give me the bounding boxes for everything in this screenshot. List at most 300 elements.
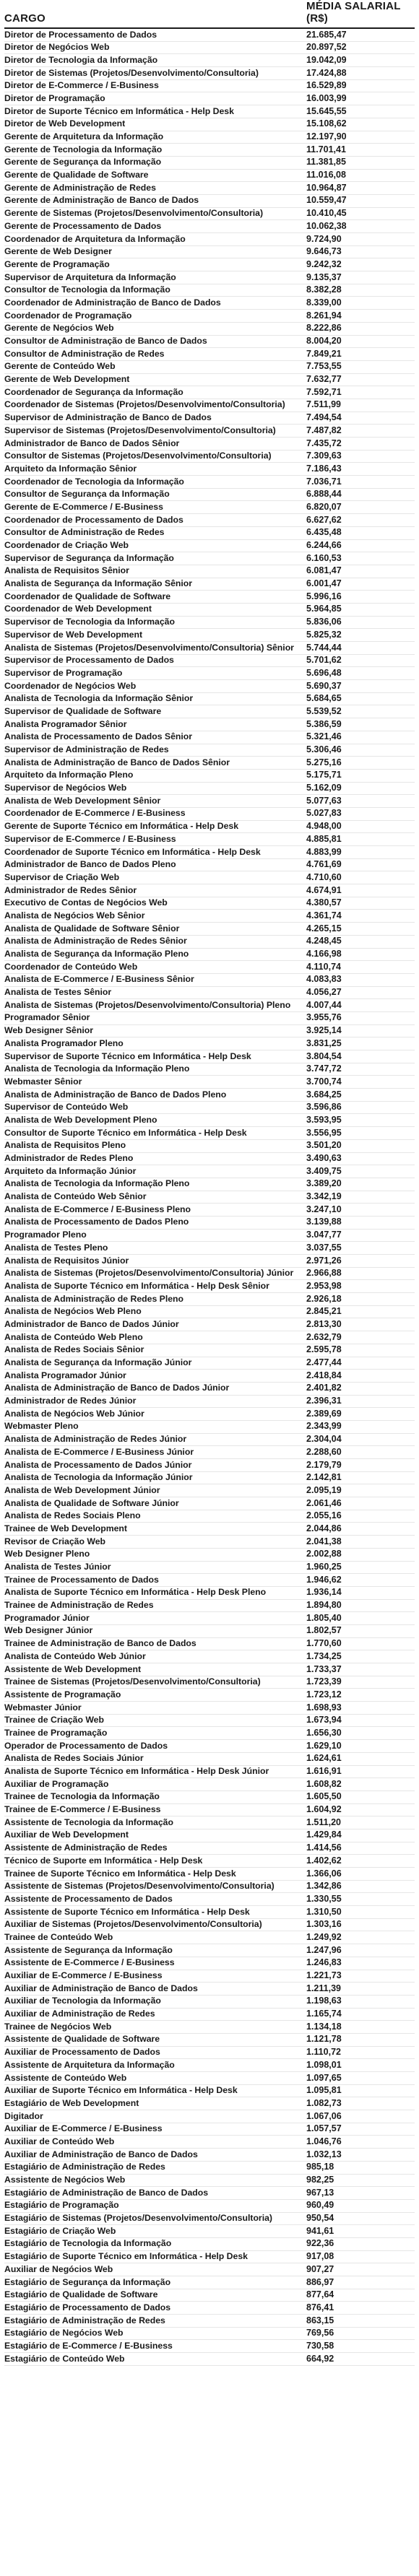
salario-cell: 1.629,10: [306, 1740, 342, 1751]
salario-cell: 1.402,62: [306, 1855, 342, 1866]
salario-cell: 1.134,18: [306, 2021, 342, 2032]
table-row: [4, 1280, 415, 1293]
table-row: [4, 2175, 415, 2188]
cargo-cell: Operador de Processamento de Dados: [4, 1740, 168, 1751]
table-row: [4, 1050, 415, 1063]
table-row: [4, 54, 415, 67]
cargo-cell: Analista de Processamento de Dados Pleno: [4, 1217, 189, 1227]
table-row: [4, 2238, 415, 2251]
cargo-cell: Supervisor de Qualidade de Software: [4, 705, 162, 716]
salario-cell: 5.696,48: [306, 667, 342, 678]
table-row: [4, 195, 415, 208]
cargo-cell: Gerente de Segurança da Informação: [4, 157, 162, 167]
table-row: [4, 642, 415, 655]
cargo-cell: Gerente de Sistemas (Projetos/Desenvolvimento/Consultoria): [4, 208, 264, 219]
salario-cell: 9.646,73: [306, 246, 342, 257]
salario-cell: 1.098,01: [306, 2059, 342, 2070]
cargo-cell: Estagiário de Segurança da Informação: [4, 2276, 171, 2287]
salario-cell: 7.849,21: [306, 348, 342, 359]
cargo-cell: Trainee de Processamento de Dados: [4, 1574, 159, 1585]
cargo-cell: Trainee de Criação Web: [4, 1715, 104, 1726]
salario-cell: 9.135,37: [306, 271, 342, 282]
salario-cell: 3.684,25: [306, 1089, 342, 1100]
table-row: [4, 1983, 415, 1996]
table-row: [4, 1421, 415, 1434]
cargo-cell: Assistente de Administração de Redes: [4, 1842, 168, 1853]
table-row: [4, 629, 415, 642]
table-row: [4, 744, 415, 757]
salario-cell: 2.061,46: [306, 1497, 342, 1508]
salario-cell: 5.836,06: [306, 617, 342, 627]
cargo-cell: Diretor de Tecnologia da Informação: [4, 54, 158, 65]
cargo-cell: Analista de Administração de Banco de Dados Sênior: [4, 757, 230, 767]
cargo-cell: Auxiliar de Web Development: [4, 1829, 129, 1840]
salario-cell: 12.197,90: [306, 131, 347, 142]
salario-cell: 1.960,25: [306, 1562, 342, 1572]
salario-cell: 5.825,32: [306, 629, 342, 640]
cargo-cell: Gerente de Tecnologia da Informação: [4, 144, 163, 155]
cargo-cell: Diretor de Processamento de Dados: [4, 29, 157, 40]
salario-cell: 5.175,71: [306, 770, 342, 780]
table-row: [4, 2315, 415, 2328]
salario-cell: 1.734,25: [306, 1650, 342, 1661]
salario-cell: 967,13: [306, 2187, 334, 2198]
salario-cell: 7.632,77: [306, 374, 342, 385]
table-row: [4, 808, 415, 821]
cargo-cell: Analista de Web Development Pleno: [4, 1114, 157, 1125]
table-row: [4, 246, 415, 259]
cargo-cell: Assistente de Conteúdo Web: [4, 2072, 127, 2083]
table-row: [4, 92, 415, 105]
salario-cell: 8.339,00: [306, 297, 342, 308]
table-row: [4, 1625, 415, 1638]
table-row: [4, 412, 415, 425]
salario-cell: 1.046,76: [306, 2136, 342, 2146]
table-row: [4, 2059, 415, 2072]
cargo-cell: Supervisor de Arquitetura da Informação: [4, 271, 176, 282]
cargo-cell: Assistente de E-Commerce / E-Business: [4, 1957, 175, 1968]
cargo-cell: Programador Sênior: [4, 1012, 90, 1023]
table-row: [4, 2200, 415, 2213]
salario-cell: 1.246,83: [306, 1957, 342, 1968]
salario-cell: 1.616,91: [306, 1766, 342, 1776]
salario-cell: 3.247,10: [306, 1204, 342, 1214]
salario-cell: 17.424,88: [306, 67, 347, 78]
salario-cell: 5.684,65: [306, 693, 342, 704]
table-row: [4, 718, 415, 731]
cargo-cell: Trainee de Sistemas (Projetos/Desenvolvimento/Consultoria): [4, 1676, 261, 1687]
table-row: [4, 2251, 415, 2264]
salario-cell: 2.953,98: [306, 1280, 342, 1291]
table-row: [4, 1242, 415, 1255]
cargo-cell: Gerente de E-Commerce / E-Business: [4, 501, 163, 512]
cargo-cell: Assistente de Programação: [4, 1689, 121, 1700]
salario-cell: 3.389,20: [306, 1178, 342, 1189]
salario-cell: 8.261,94: [306, 310, 342, 321]
table-row: [4, 310, 415, 323]
table-row: [4, 1089, 415, 1102]
cargo-cell: Estagiário de Qualidade de Software: [4, 2289, 158, 2300]
salario-cell: 3.596,86: [306, 1102, 342, 1113]
salario-cell: 2.966,88: [306, 1268, 342, 1279]
cargo-cell: Analista de Segurança da Informação Pleno: [4, 949, 189, 959]
table-row: [4, 1931, 415, 1944]
cargo-cell: Analista de Administração de Redes Pleno: [4, 1293, 184, 1304]
cargo-cell: Coordenador de Web Development: [4, 604, 152, 614]
table-row: [4, 1957, 415, 1970]
salario-cell: 7.753,55: [306, 361, 342, 372]
cargo-cell: Revisor de Criação Web: [4, 1536, 106, 1546]
salario-cell: 4.248,45: [306, 936, 342, 947]
table-row: [4, 757, 415, 770]
cargo-cell: Analista de Tecnologia da Informação Pleno: [4, 1178, 190, 1189]
salario-cell: 2.044,86: [306, 1523, 342, 1533]
salario-cell: 5.027,83: [306, 808, 342, 819]
salario-cell: 1.936,14: [306, 1587, 342, 1598]
cargo-cell: Trainee de Administração de Redes: [4, 1600, 154, 1611]
table-row: [4, 795, 415, 808]
cargo-cell: Arquiteto da Informação Sênior: [4, 463, 137, 474]
cargo-cell: Auxiliar de E-Commerce / E-Business: [4, 1970, 163, 1980]
salario-cell: 7.511,99: [306, 399, 341, 410]
cargo-cell: Auxiliar de Administração de Banco de Dados: [4, 1983, 198, 1993]
cargo-cell: Webmaster Pleno: [4, 1421, 79, 1432]
cargo-cell: Supervisor de Tecnologia da Informação: [4, 617, 175, 627]
table-row: [4, 271, 415, 284]
table-row: [4, 1804, 415, 1817]
cargo-cell: Analista de Administração de Banco de Dados Pleno: [4, 1089, 227, 1100]
cargo-cell: Analista de Redes Sociais Pleno: [4, 1510, 141, 1521]
salario-cell: 15.108,62: [306, 118, 347, 129]
table-row: [4, 297, 415, 310]
cargo-cell: Assistente de Web Development: [4, 1663, 142, 1674]
salario-cell: 5.162,09: [306, 783, 342, 793]
table-row: [4, 1740, 415, 1753]
salario-cell: 3.037,55: [306, 1242, 342, 1253]
table-row: [4, 105, 415, 118]
table-row: [4, 348, 415, 361]
salario-cell: 1.067,06: [306, 2110, 342, 2121]
cargo-cell: Analista de Requisitos Júnior: [4, 1255, 129, 1266]
cargo-cell: Auxiliar de Sistemas (Projetos/Desenvolvimento/Consultoria): [4, 1919, 262, 1930]
salario-cell: 941,61: [306, 2225, 334, 2236]
cargo-cell: Analista de E-Commerce / E-Business Sênior: [4, 974, 194, 985]
table-row: [4, 833, 415, 846]
salario-cell: 10.559,47: [306, 195, 347, 206]
salario-cell: 907,27: [306, 2263, 334, 2274]
table-row: [4, 667, 415, 680]
table-row: [4, 182, 415, 195]
table-row: [4, 961, 415, 974]
cargo-cell: Analista Programador Júnior: [4, 1370, 126, 1380]
salario-cell: 4.007,44: [306, 999, 342, 1010]
salario-cell: 11.381,85: [306, 157, 346, 167]
table-row: [4, 1970, 415, 1983]
cargo-cell: Diretor de Suporte Técnico em Informática - Help Desk: [4, 105, 234, 116]
salario-cell: 15.645,55: [306, 105, 347, 116]
salario-cell: 2.813,30: [306, 1318, 342, 1329]
salario-cell: 2.595,78: [306, 1344, 342, 1355]
table-row: [4, 1344, 415, 1357]
column-header-media-salarial: MÉDIA SALARIAL (R$): [306, 0, 401, 25]
salario-cell: 3.747,72: [306, 1063, 342, 1074]
cargo-cell: Analista de Sistemas (Projetos/Desenvolvimento/Consultoria) Sênior: [4, 642, 294, 653]
table-row: [4, 1396, 415, 1409]
salario-cell: 2.389,69: [306, 1408, 342, 1419]
cargo-cell: Assistente de Sistemas (Projetos/Desenvolvimento/Consultoria): [4, 1881, 275, 1892]
salario-cell: 985,18: [306, 2162, 334, 2172]
table-row: [4, 1881, 415, 1894]
cargo-cell: Analista de Processamento de Dados Júnior: [4, 1459, 192, 1470]
salario-cell: 3.342,19: [306, 1191, 342, 1202]
salario-cell: 769,56: [306, 2328, 334, 2338]
salario-cell: 3.556,95: [306, 1127, 342, 1138]
table-row: [4, 386, 415, 399]
salario-cell: 1.733,37: [306, 1663, 342, 1674]
salario-cell: 1.366,06: [306, 1868, 342, 1879]
cargo-cell: Auxiliar de Tecnologia da Informação: [4, 1996, 161, 2006]
cargo-cell: Assistente de Arquitetura da Informação: [4, 2059, 175, 2070]
cargo-cell: Supervisor de Programação: [4, 667, 123, 678]
cargo-cell: Trainee de Conteúdo Web: [4, 1931, 113, 1942]
cargo-cell: Administrador de Banco de Dados Júnior: [4, 1318, 179, 1329]
salario-cell: 1.310,50: [306, 1906, 342, 1917]
salario-cell: 7.592,71: [306, 386, 342, 397]
cargo-cell: Analista Programador Sênior: [4, 718, 127, 729]
salario-cell: 21.685,47: [306, 29, 347, 40]
cargo-cell: Estagiário de Programação: [4, 2200, 119, 2211]
cargo-cell: Coordenador de Segurança da Informação: [4, 386, 183, 397]
salario-cell: 1.342,86: [306, 1881, 342, 1892]
table-row: [4, 1268, 415, 1281]
salario-cell: 3.409,75: [306, 1165, 342, 1176]
table-row: [4, 591, 415, 604]
cargo-cell: Supervisor de Administração de Banco de Dados: [4, 412, 212, 423]
salario-cell: 1.698,93: [306, 1702, 342, 1713]
salario-cell: 4.361,74: [306, 910, 342, 921]
salario-cell: 6.627,62: [306, 514, 342, 525]
cargo-cell: Analista de Administração de Banco de Dados Júnior: [4, 1383, 230, 1393]
salario-cell: 6.081,47: [306, 565, 342, 576]
table-row: [4, 1037, 415, 1050]
cargo-cell: Estagiário de Criação Web: [4, 2225, 116, 2236]
table-row: [4, 1906, 415, 1919]
cargo-cell: Programador Júnior: [4, 1612, 90, 1623]
cargo-cell: Supervisor de Administração de Redes: [4, 744, 169, 754]
table-row: [4, 2302, 415, 2315]
table-row: [4, 2021, 415, 2034]
table-row: [4, 1523, 415, 1536]
cargo-cell: Analista de Sistemas (Projetos/Desenvolvimento/Consultoria) Pleno: [4, 999, 291, 1010]
table-row: [4, 1676, 415, 1689]
table-row: [4, 1140, 415, 1153]
cargo-cell: Gerente de Conteúdo Web: [4, 361, 116, 372]
salario-cell: 1.247,96: [306, 1944, 342, 1955]
table-row: [4, 1778, 415, 1791]
cargo-cell: Webmaster Júnior: [4, 1702, 82, 1713]
salario-cell: 4.380,57: [306, 897, 342, 908]
table-row: [4, 2072, 415, 2085]
cargo-cell: Gerente de Web Development: [4, 374, 130, 385]
table-row: [4, 999, 415, 1012]
table-row: [4, 1587, 415, 1600]
cargo-cell: Diretor de Sistemas (Projetos/Desenvolvimento/Consultoria): [4, 67, 259, 78]
table-row: [4, 2009, 415, 2022]
cargo-cell: Consultor de Administração de Redes: [4, 348, 165, 359]
cargo-cell: Analista de Administração de Redes Sênior: [4, 936, 187, 947]
cargo-cell: Analista de Web Development Júnior: [4, 1484, 160, 1495]
salario-cell: 2.632,79: [306, 1331, 342, 1342]
salario-cell: 982,25: [306, 2175, 334, 2185]
salario-cell: 2.971,26: [306, 1255, 342, 1266]
salario-cell: 8.004,20: [306, 336, 342, 346]
table-row: [4, 936, 415, 949]
table-row: [4, 1255, 415, 1268]
cargo-cell: Programador Pleno: [4, 1230, 87, 1240]
cargo-cell: Analista de E-Commerce / E-Business Júnior: [4, 1446, 194, 1457]
table-row: [4, 1063, 415, 1076]
table-row: [4, 1076, 415, 1089]
table-row: [4, 451, 415, 464]
cargo-cell: Coordenador de Negócios Web: [4, 680, 137, 691]
salario-cell: 6.435,48: [306, 527, 342, 538]
cargo-cell: Coordenador de Administração de Banco de Dados: [4, 297, 221, 308]
salario-cell: 2.055,16: [306, 1510, 342, 1521]
salario-cell: 16.003,99: [306, 92, 347, 103]
table-row: [4, 1715, 415, 1728]
salario-cell: 6.244,66: [306, 540, 342, 550]
cargo-cell: Trainee de Administração de Banco de Dados: [4, 1638, 196, 1649]
table-row: [4, 821, 415, 834]
cargo-cell: Analista de Tecnologia da Informação Júnior: [4, 1472, 193, 1483]
cargo-cell: Analista de Redes Sociais Júnior: [4, 1753, 144, 1764]
salario-cell: 3.047,77: [306, 1230, 342, 1240]
cargo-cell: Estagiário de Suporte Técnico em Informática - Help Desk: [4, 2251, 248, 2262]
cargo-cell: Analista de Tecnologia da Informação Pleno: [4, 1063, 190, 1074]
table-row: [4, 29, 415, 42]
table-row: [4, 871, 415, 884]
salario-cell: 1.604,92: [306, 1804, 342, 1815]
cargo-cell: Auxiliar de Programação: [4, 1778, 109, 1789]
salario-cell: 922,36: [306, 2238, 334, 2249]
salario-cell: 1.805,40: [306, 1612, 342, 1623]
salario-cell: 5.306,46: [306, 744, 342, 754]
table-row: [4, 2187, 415, 2200]
salario-cell: 1.605,50: [306, 1791, 342, 1802]
salario-cell: 2.179,79: [306, 1459, 342, 1470]
cargo-cell: Supervisor de E-Commerce / E-Business: [4, 833, 176, 844]
salario-cell: 2.343,99: [306, 1421, 342, 1432]
salario-cell: 6.888,44: [306, 489, 342, 500]
cargo-cell: Administrador de Redes Sênior: [4, 884, 137, 895]
cargo-cell: Consultor de Suporte Técnico em Informática - Help Desk: [4, 1127, 247, 1138]
table-header: [4, 0, 415, 29]
salario-cell: 2.845,21: [306, 1306, 342, 1317]
salario-cell: 1.946,62: [306, 1574, 342, 1585]
cargo-cell: Supervisor de Processamento de Dados: [4, 655, 174, 666]
table-row: [4, 258, 415, 271]
cargo-cell: Arquiteto da Informação Júnior: [4, 1165, 137, 1176]
cargo-cell: Supervisor de Criação Web: [4, 871, 120, 882]
table-row: [4, 67, 415, 80]
salario-cell: 2.288,60: [306, 1446, 342, 1457]
salario-cell: 1.723,12: [306, 1689, 342, 1700]
cargo-cell: Trainee de E-Commerce / E-Business: [4, 1804, 161, 1815]
table-row: [4, 1114, 415, 1127]
table-row: [4, 157, 415, 170]
cargo-cell: Supervisor de Suporte Técnico em Informática - Help Desk: [4, 1050, 251, 1061]
table-row: [4, 1446, 415, 1459]
salario-cell: 4.056,27: [306, 987, 342, 998]
table-row: [4, 2213, 415, 2226]
salario-cell: 7.487,82: [306, 425, 342, 435]
salario-cell: 1.121,78: [306, 2034, 342, 2045]
salario-cell: 8.382,28: [306, 284, 342, 295]
table-row: [4, 655, 415, 668]
cargo-cell: Analista de Suporte Técnico em Informática - Help Desk Pleno: [4, 1587, 267, 1598]
cargo-cell: Assistente de Qualidade de Software: [4, 2034, 160, 2045]
table-row: [4, 859, 415, 872]
table-row: [4, 1434, 415, 1447]
cargo-cell: Gerente de Suporte Técnico em Informática - Help Desk: [4, 821, 239, 832]
table-row: [4, 705, 415, 718]
table-row: [4, 1293, 415, 1306]
cargo-cell: Gerente de Administração de Banco de Dados: [4, 195, 199, 206]
cargo-cell: Trainee de Tecnologia da Informação: [4, 1791, 160, 1802]
cargo-cell: Coordenador de Tecnologia da Informação: [4, 476, 184, 487]
cargo-cell: Analista de E-Commerce / E-Business Pleno: [4, 1204, 191, 1214]
table-row: [4, 897, 415, 910]
cargo-cell: Analista de Qualidade de Software Sênior: [4, 923, 180, 934]
salario-cell: 730,58: [306, 2340, 334, 2351]
cargo-cell: Web Designer Júnior: [4, 1625, 93, 1636]
salario-cell: 5.077,63: [306, 795, 342, 806]
cargo-cell: Diretor de E-Commerce / E-Business: [4, 80, 159, 91]
salario-cell: 1.110,72: [306, 2047, 341, 2058]
cargo-cell: Auxiliar de Processamento de Dados: [4, 2047, 160, 2058]
salario-cell: 2.142,81: [306, 1472, 342, 1483]
table-body: [4, 29, 415, 2366]
table-row: [4, 1638, 415, 1651]
salario-cell: 5.539,52: [306, 705, 342, 716]
table-row: [4, 1753, 415, 1766]
table-row: [4, 1855, 415, 1868]
cargo-cell: Analista de Segurança da Informação Júnior: [4, 1357, 192, 1367]
table-row: [4, 1650, 415, 1663]
cargo-cell: Auxiliar de Administração de Redes: [4, 2009, 155, 2019]
cargo-cell: Gerente de Processamento de Dados: [4, 220, 162, 231]
cargo-cell: Administrador de Banco de Dados Pleno: [4, 859, 176, 870]
salario-cell: 11.016,08: [306, 170, 346, 180]
table-row: [4, 731, 415, 744]
cargo-cell: Diretor de Negócios Web: [4, 42, 110, 53]
cargo-cell: Assistente de Negócios Web: [4, 2175, 126, 2185]
cargo-cell: Gerente de Arquitetura da Informação: [4, 131, 164, 142]
salario-cell: 2.304,04: [306, 1434, 342, 1445]
table-row: [4, 540, 415, 553]
cargo-cell: Coordenador de Arquitetura da Informação: [4, 233, 186, 244]
salario-cell: 1.624,61: [306, 1753, 342, 1764]
salario-cell: 1.723,39: [306, 1676, 342, 1687]
salario-cell: 4.948,00: [306, 821, 342, 832]
salario-cell: 5.996,16: [306, 591, 342, 601]
salario-cell: 7.309,63: [306, 451, 342, 461]
table-row: [4, 514, 415, 527]
table-row: [4, 1408, 415, 1421]
table-row: [4, 1318, 415, 1331]
cargo-cell: Auxiliar de Negócios Web: [4, 2263, 113, 2274]
salario-cell: 1.330,55: [306, 1893, 342, 1904]
